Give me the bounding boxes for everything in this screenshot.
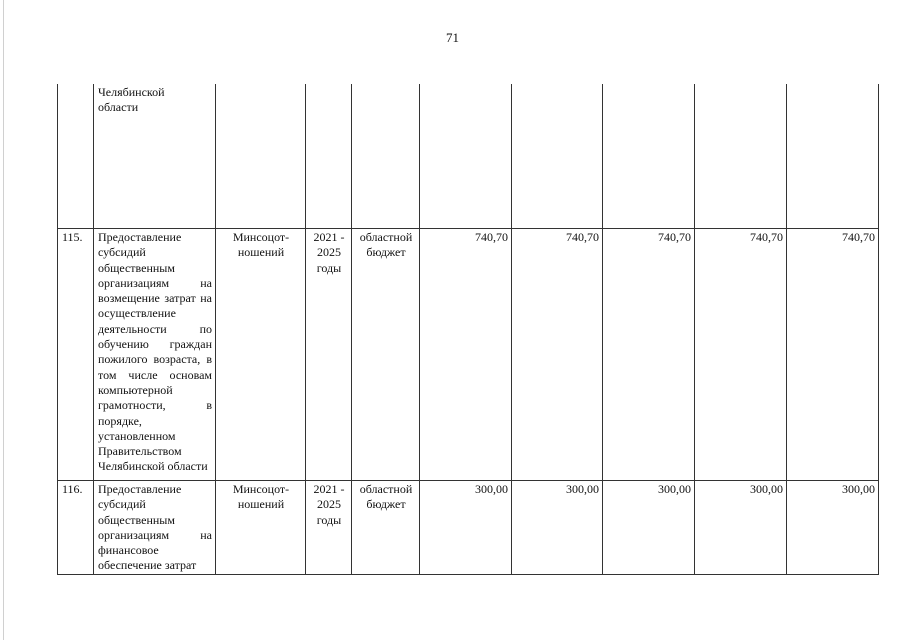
table-row bbox=[58, 84, 879, 229]
row-value: 740,70 bbox=[603, 229, 695, 481]
row-value bbox=[787, 84, 879, 229]
page-number: 71 bbox=[446, 30, 459, 45]
row-value: 300,00 bbox=[787, 481, 879, 575]
row-period bbox=[306, 84, 352, 229]
row-description: Предоставление субсидий общественным организациям на возмещение затрат на осуществление деятельности по обучению граждан пожилого возраста, в том числе основам компьютерной грамотности, в порядке, установленном Правительством Челябинской области bbox=[94, 229, 216, 481]
row-period: 2021 - 2025 годы bbox=[306, 229, 352, 481]
row-value: 300,00 bbox=[695, 481, 787, 575]
program-table bbox=[57, 84, 879, 575]
row-number bbox=[58, 84, 94, 229]
row-value: 740,70 bbox=[695, 229, 787, 481]
row-value: 740,70 bbox=[787, 229, 879, 481]
row-executor: Минсоцот- ношений bbox=[216, 481, 306, 575]
row-funding-source bbox=[352, 84, 420, 229]
row-value bbox=[512, 84, 603, 229]
row-value: 300,00 bbox=[420, 481, 512, 575]
row-value: 740,70 bbox=[512, 229, 603, 481]
table-row bbox=[58, 229, 879, 481]
row-value: 300,00 bbox=[603, 481, 695, 575]
row-executor bbox=[216, 84, 306, 229]
row-funding-source: областной бюджет bbox=[352, 229, 420, 481]
page-edge-rule bbox=[3, 0, 4, 640]
row-value bbox=[420, 84, 512, 229]
row-value: 300,00 bbox=[512, 481, 603, 575]
row-value: 740,70 bbox=[420, 229, 512, 481]
table-row bbox=[58, 481, 879, 575]
row-value bbox=[695, 84, 787, 229]
row-funding-source: областной бюджет bbox=[352, 481, 420, 575]
row-number: 115. bbox=[58, 229, 94, 481]
row-period: 2021 - 2025 годы bbox=[306, 481, 352, 575]
row-number: 116. bbox=[58, 481, 94, 575]
row-value bbox=[603, 84, 695, 229]
row-description: Челябинской области bbox=[94, 84, 216, 229]
row-description: Предоставление субсидий общественным организациям на финансовое обеспечение затрат bbox=[94, 481, 216, 575]
row-executor: Минсоцот- ношений bbox=[216, 229, 306, 481]
